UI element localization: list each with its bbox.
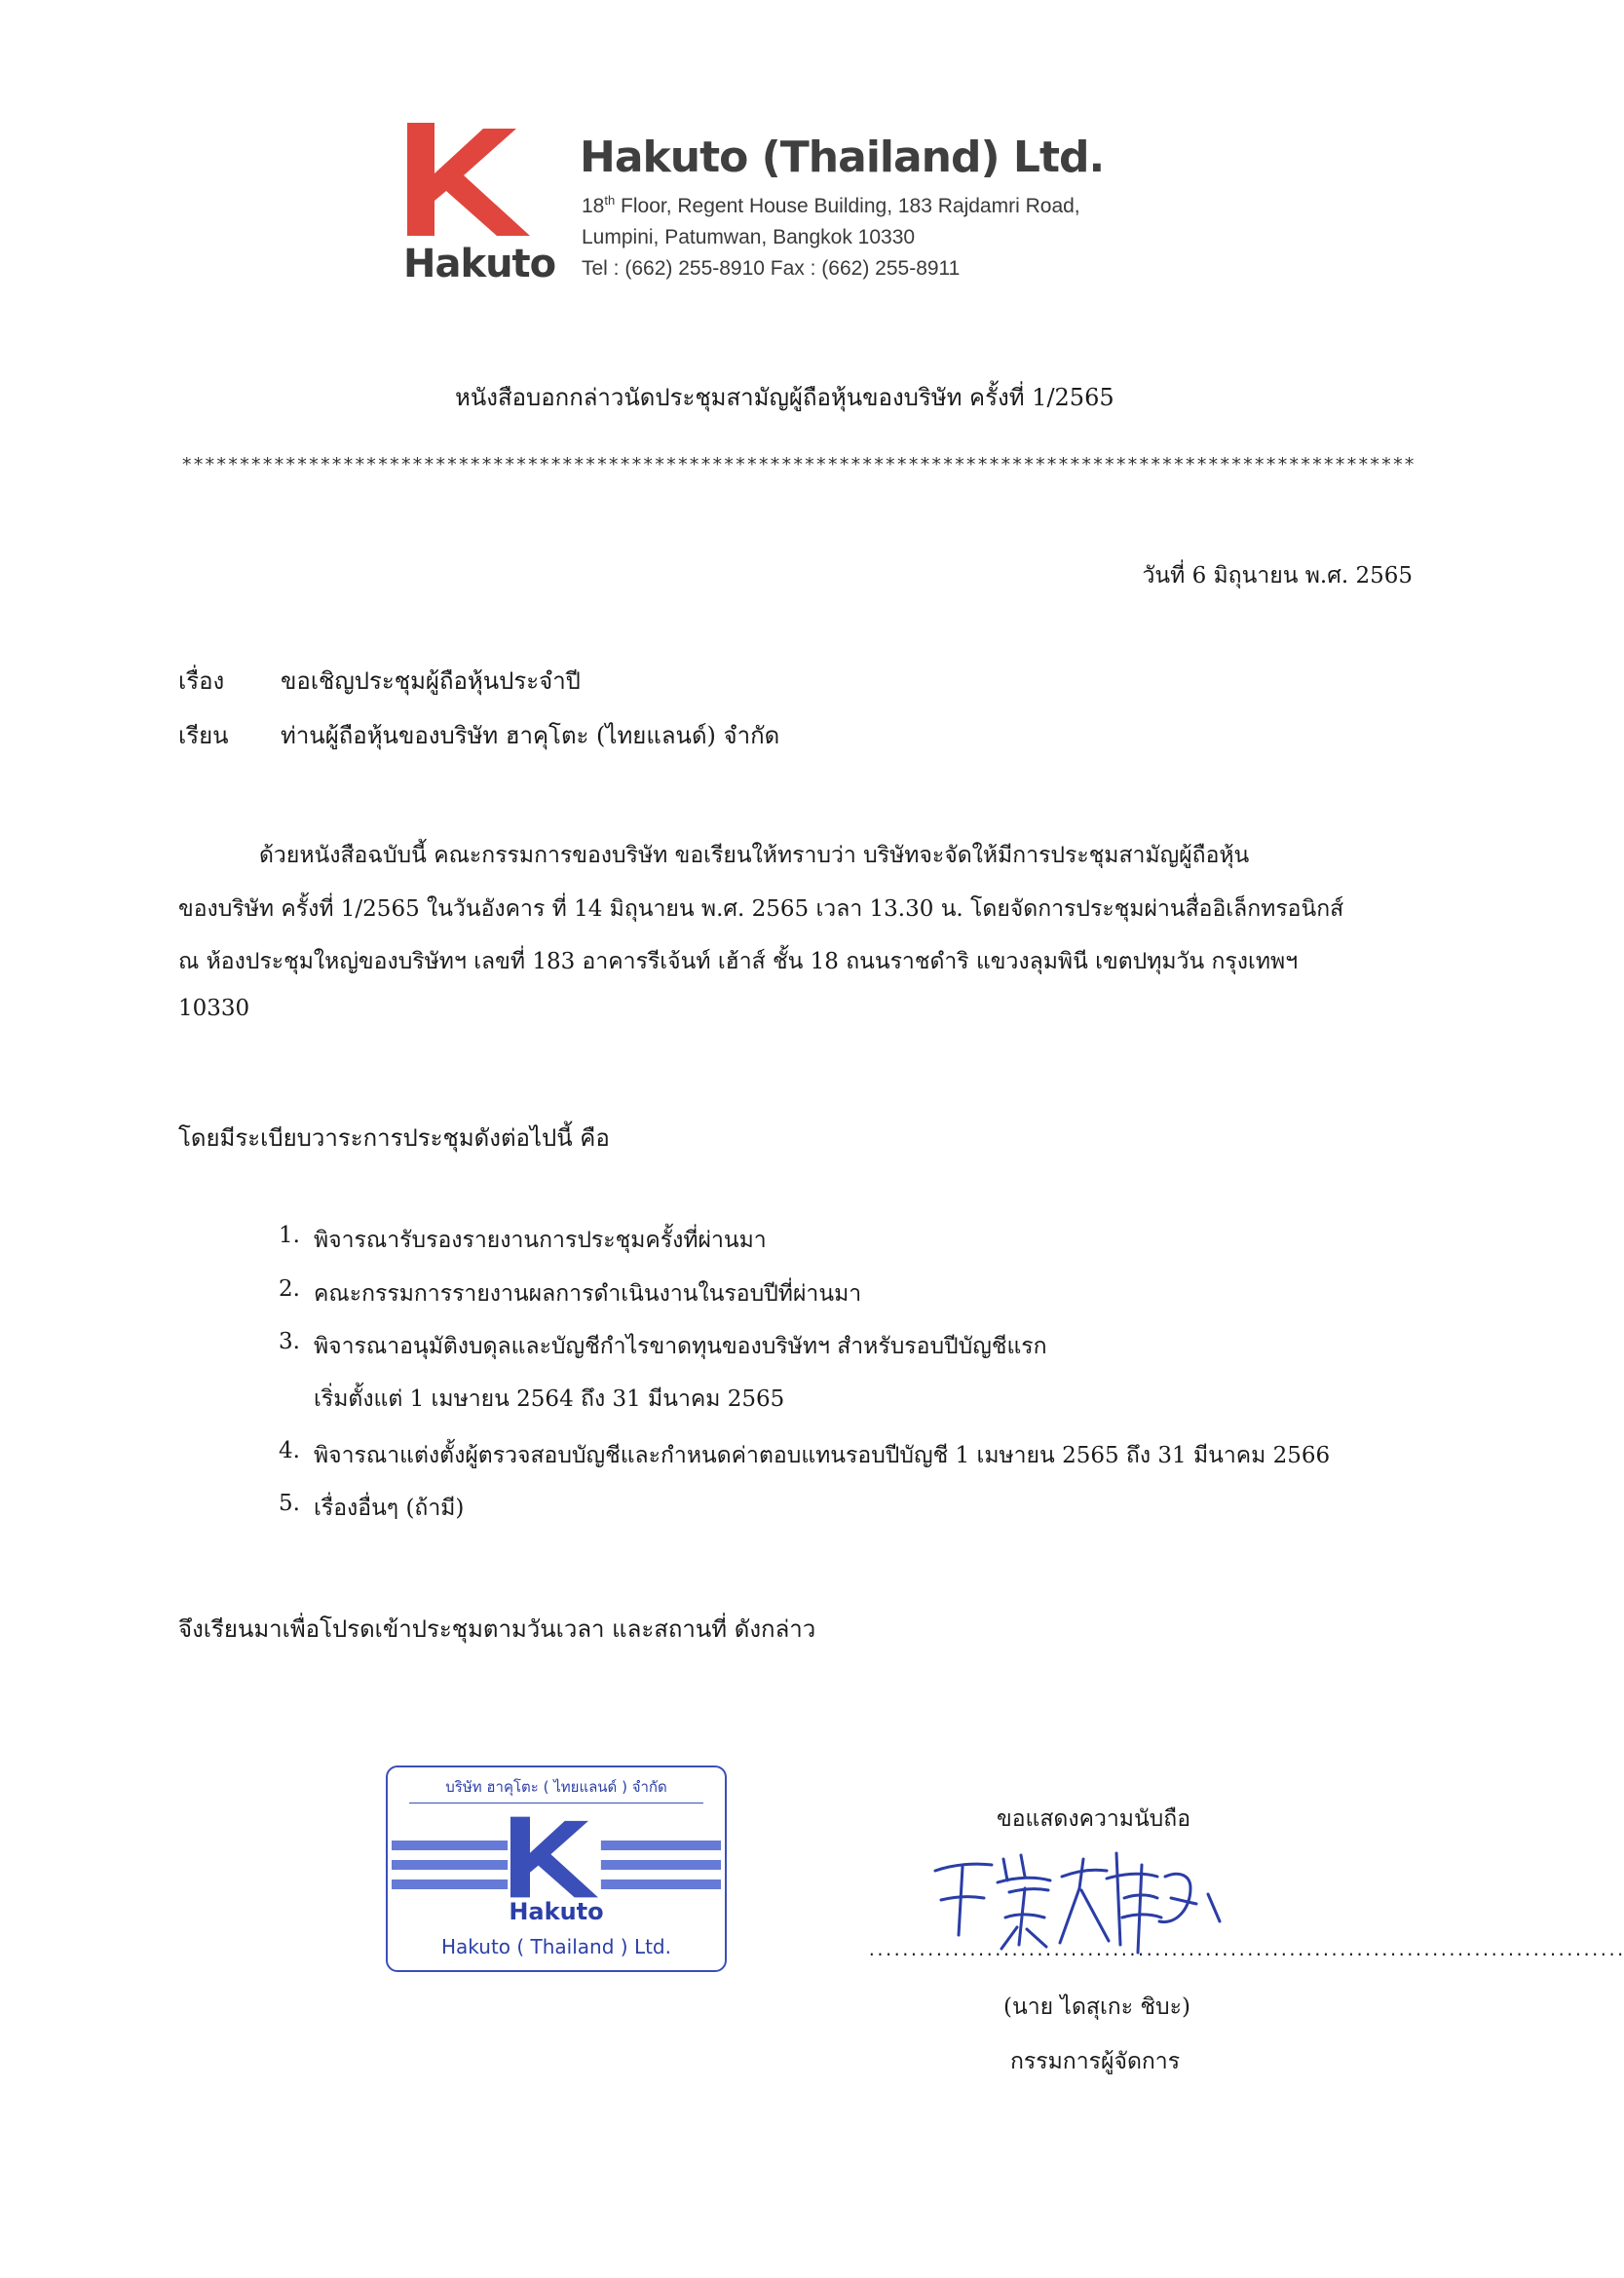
agenda-item: เรื่องอื่นๆ (ถ้ามี) [314,1496,465,1521]
agenda-intro: โดยมีระเบียบวาระการประชุมดังต่อไปนี้ คือ [178,1124,610,1152]
agenda-item: พิจารณาอนุมัติงบดุลและบัญชีกำไรขาดทุนของบริษัทฯ สำหรับรอบปีบัญชีแรก [314,1334,1047,1359]
address-line-2: Lumpini, Patumwan, Bangkok 10330 [582,226,916,248]
contact-line: Tel : (662) 255-8910 Fax : (662) 255-8911 [582,257,961,280]
closing-sentence: จึงเรียนมาเพื่อโปรดเข้าประชุมตามวันเวลา และสถานที่ ดังกล่าว [178,1615,816,1643]
regards-text: ขอแสดงความนับถือ [997,1806,1191,1832]
stamp-english-name: Hakuto ( Thailand ) Ltd. [441,1935,671,1958]
agenda-number: 4. [279,1438,300,1463]
stamp-thai-name: บริษัท ฮาคุโตะ ( ไทยแลนด์ ) จำกัด [445,1778,667,1796]
body-line-2: ของบริษัท ครั้งที่ 1/2565 ในวันอังคาร ที่ 14 มิถุนายน พ.ศ. 2565 เวลา 13.30 น. โดยจัดการประชุมผ่านสื่ออิเล็กทรอนิกส์ [178,896,1344,922]
agenda-number: 5. [279,1491,300,1516]
company-name: Hakuto (Thailand) Ltd. [580,133,1105,182]
subject-label: เรื่อง [178,667,225,695]
company-stamp [386,1765,727,1972]
stamp-logo-icon [510,1816,598,1898]
hakuto-logo-icon [407,123,530,236]
agenda-item: พิจารณาแต่งตั้งผู้ตรวจสอบบัญชีและกำหนดค่าตอบแทนรอบปีบัญชี 1 เมษายน 2565 ถึง 31 มีนาคม 2566 [314,1443,1331,1468]
logo-wordmark: Hakuto [403,242,556,286]
recipient-value: ท่านผู้ถือหุ้นของบริษัท ฮาคุโตะ (ไทยแลนด์) จำกัด [281,722,780,749]
document-title: หนังสือบอกกล่าวนัดประชุมสามัญผู้ถือหุ้นของบริษัท ครั้งที่ 1/2565 [455,384,1114,411]
agenda-number: 3. [279,1329,300,1354]
body-line-4: 10330 [178,996,250,1021]
signature-line: .......................................................................................... [867,1941,1624,1959]
signer-title: กรรมการผู้จัดการ [1010,2049,1181,2074]
subject-value: ขอเชิญประชุมผู้ถือหุ้นประจำปี [281,667,581,695]
separator: *********************************************************************************************************** [181,454,1416,475]
agenda-item: คณะกรรมการรายงานผลการดำเนินงานในรอบปีที่ผ่านมา [314,1281,862,1307]
agenda-item: พิจารณารับรองรายงานการประชุมครั้งที่ผ่านมา [314,1228,767,1253]
letter-date: วันที่ 6 มิถุนายน พ.ศ. 2565 [1142,563,1413,588]
address-line-1: 18th Floor, Regent House Building, 183 Rajdamri Road, [582,193,1080,217]
body-line-3: ณ ห้องประชุมใหญ่ของบริษัทฯ เลขที่ 183 อาคารรีเจ้นท์ เฮ้าส์ ชั้น 18 ถนนราชดำริ แขวงลุมพินี เขตปทุมวัน กรุงเทพฯ [178,949,1299,974]
agenda-item-continuation: เริ่มตั้งแต่ 1 เมษายน 2564 ถึง 31 มีนาคม 2565 [314,1386,785,1412]
signer-name: (นาย ไดสุเกะ ชิบะ) [1003,1994,1190,2020]
recipient-label: เรียน [178,722,229,749]
agenda-number: 1. [279,1223,300,1248]
body-line-1: ด้วยหนังสือฉบับนี้ คณะกรรมการของบริษัท ขอเรียนให้ทราบว่า บริษัทจะจัดให้มีการประชุมสามัญผู้ถือหุ้น [259,843,1250,868]
stamp-wordmark: Hakuto [509,1898,604,1925]
agenda-number: 2. [279,1276,300,1302]
